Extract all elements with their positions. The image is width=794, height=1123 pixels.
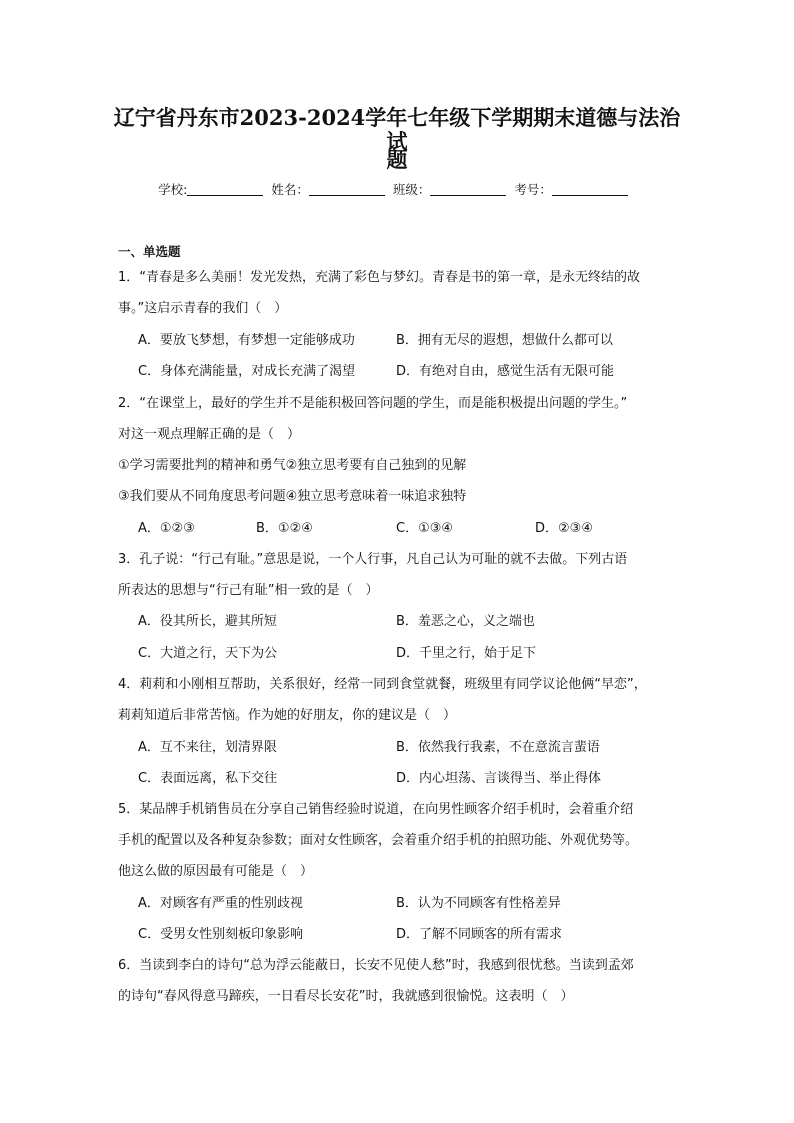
q5-option-b[interactable]: B．认为不同顾客有性格差异 [396, 896, 561, 911]
q1-option-b[interactable]: B．拥有无尽的遐想，想做什么都可以 [396, 333, 613, 348]
q2-statement-line1: ①学习需要批判的精神和勇气②独立思考要有自己独到的见解 [118, 458, 467, 473]
q2-option-d[interactable]: D．②③④ [535, 521, 593, 536]
student-info-row [0, 181, 794, 199]
q2-stem-line1: 2．“在课堂上，最好的学生并不是能积极回答问题的学生，而是能积极提出问题的学生。” [118, 396, 628, 411]
q6-stem-line1: 6．当读到李白的诗句“总为浮云能蔽日，长安不见使人愁”时，我感到很忧愁。当读到孟郊 [118, 958, 634, 973]
q6-stem-line2: 的诗句“春风得意马蹄疾，一日看尽长安花”时，我就感到很愉悦。这表明（ ） [118, 989, 574, 1004]
q2-option-a[interactable]: A．①②③ [138, 521, 195, 536]
q1-option-c[interactable]: C．身体充满能量，对成长充满了渴望 [138, 364, 356, 379]
section-heading: 一、单选题 [118, 244, 181, 259]
q1-stem-line1: 1．“青春是多么美丽！发光发热，充满了彩色与梦幻。青春是书的第一章，是永无终结的故 [118, 270, 641, 285]
q4-option-b[interactable]: B．依然我行我素，不在意流言蜚语 [396, 740, 600, 755]
exam-number-label: 考号： [514, 182, 552, 197]
q5-option-c[interactable]: C．受男女性别刻板印象影响 [138, 927, 304, 942]
q2-statement-line2: ③我们要从不同角度思考问题④独立思考意味着一味追求独特 [118, 489, 467, 504]
q3-stem-line1: 3．孔子说：“行己有耻。”意思是说，一个人行事，凡自己认为可耻的就不去做。下列古语 [118, 552, 628, 567]
q2-stem-line2: 对这一观点理解正确的是（ ） [118, 427, 301, 442]
q1-stem-line2: 事。”这启示青春的我们（ ） [118, 301, 288, 316]
exam-title-line1: 辽宁省丹东市2023-2024学年七年级下学期期末道德与法治试 [113, 105, 681, 154]
school-label: 学校: [158, 182, 188, 197]
q3-option-b[interactable]: B．羞恶之心，义之端也 [396, 614, 535, 629]
q3-option-c[interactable]: C．大道之行，天下为公 [138, 646, 278, 661]
q4-option-a[interactable]: A．互不来往，划清界限 [138, 740, 277, 755]
q5-option-a[interactable]: A．对顾客有严重的性别歧视 [138, 896, 303, 911]
exam-number-blank[interactable] [552, 183, 628, 196]
exam-title-line2: 题 [386, 147, 408, 172]
q4-stem-line2: 莉莉知道后非常苦恼。作为她的好朋友，你的建议是（ ） [118, 708, 457, 723]
q3-stem-line2: 所表达的思想与“行己有耻”相一致的是（ ） [118, 583, 379, 598]
class-label: 班级： [392, 182, 431, 197]
school-blank[interactable] [187, 183, 263, 196]
q5-option-d[interactable]: D．了解不同顾客的所有需求 [396, 927, 563, 942]
q3-option-d[interactable]: D．千里之行，始于足下 [396, 646, 537, 661]
q1-option-a[interactable]: A．要放飞梦想，有梦想一定能够成功 [138, 333, 355, 348]
q5-stem-line2: 手机的配置以及各种复杂参数；面对女性顾客，会着重介绍手机的拍照功能、外观优势等。 [118, 833, 639, 848]
q4-option-d[interactable]: D．内心坦荡、言谈得当、举止得体 [396, 771, 602, 786]
q4-stem-line1: 4．莉莉和小刚相互帮助，关系很好，经常一同到食堂就餐，班级里有同学议论他俩“早恋”， [118, 677, 647, 692]
q2-option-b[interactable]: B．①②④ [256, 521, 313, 536]
q2-option-c[interactable]: C．①③④ [396, 521, 454, 536]
q3-option-a[interactable]: A．役其所长，避其所短 [138, 614, 277, 629]
q4-option-c[interactable]: C．表面远离，私下交往 [138, 771, 278, 786]
q5-stem-line3: 他这么做的原因最有可能是（ ） [118, 864, 314, 879]
name-blank[interactable] [309, 183, 385, 196]
q1-option-d[interactable]: D．有绝对自由，感觉生活有无限可能 [396, 364, 615, 379]
name-label: 姓名： [271, 182, 309, 197]
q5-stem-line1: 5．某品牌手机销售员在分享自己销售经验时说道，在向男性顾客介绍手机时，会着重介绍 [118, 802, 634, 817]
class-blank[interactable] [430, 183, 506, 196]
